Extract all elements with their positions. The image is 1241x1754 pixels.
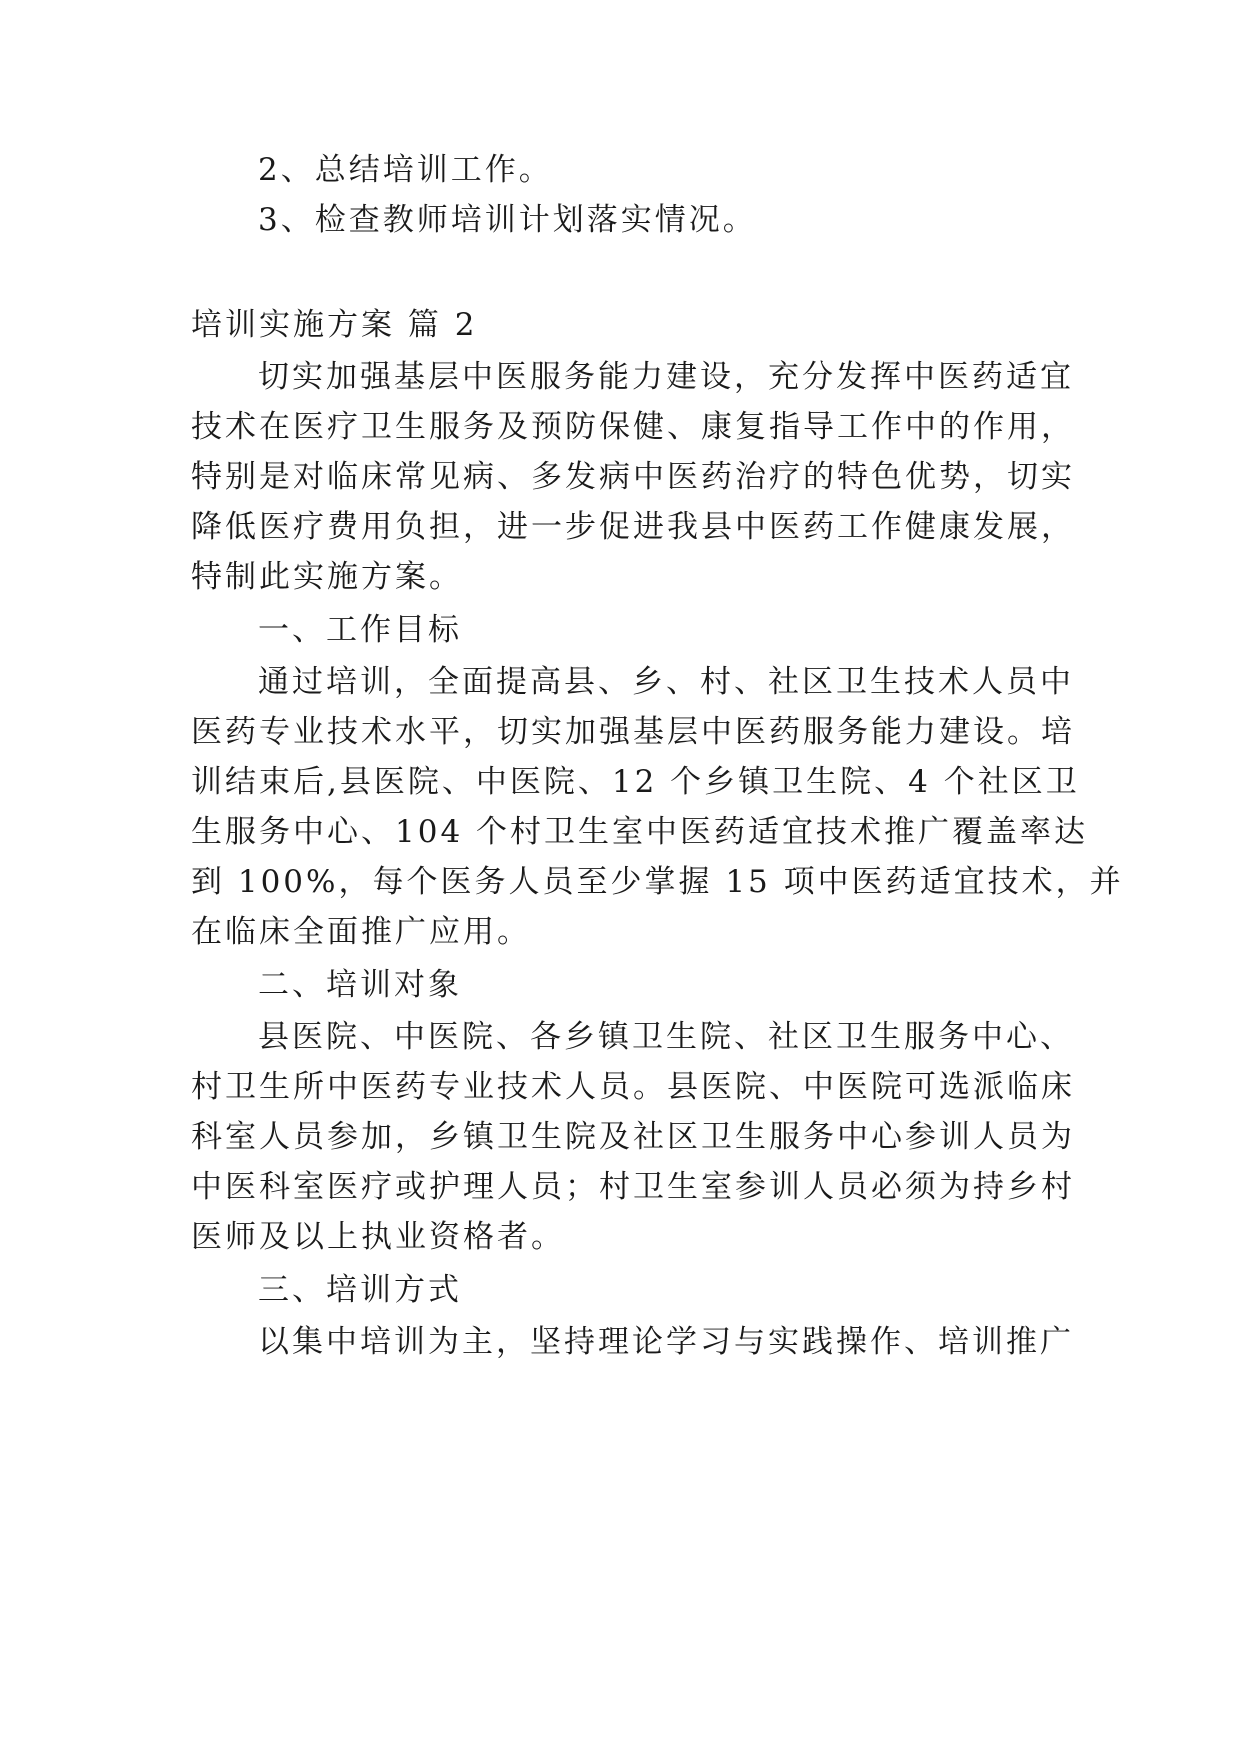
target-line-3: 科室人员参加，乡镇卫生院及社区卫生服务中心参训人员为: [191, 1119, 1075, 1155]
goal-line-3: 训结束后,县医院、中医院、12 个乡镇卫生院、4 个社区卫: [191, 764, 1080, 800]
heading-training-target: 二、培训对象: [258, 967, 462, 1003]
intro-line-2: 技术在医疗卫生服务及预防保健、康复指导工作中的作用，: [191, 409, 1075, 445]
goal-line-6: 在临床全面推广应用。: [191, 914, 531, 950]
intro-line-5: 特制此实施方案。: [191, 559, 463, 595]
intro-line-1: 切实加强基层中医服务能力建设，充分发挥中医药适宜: [258, 359, 1074, 395]
target-line-2: 村卫生所中医药专业技术人员。县医院、中医院可选派临床: [191, 1069, 1075, 1105]
intro-line-3: 特别是对临床常见病、多发病中医药治疗的特色优势，切实: [191, 459, 1075, 495]
intro-line-4: 降低医疗费用负担，进一步促进我县中医药工作健康发展，: [191, 509, 1075, 545]
heading-training-method: 三、培训方式: [258, 1272, 462, 1308]
goal-line-5: 到 100%，每个医务人员至少掌握 15 项中医药适宜技术，并: [191, 864, 1124, 900]
target-line-1: 县医院、中医院、各乡镇卫生院、社区卫生服务中心、: [258, 1019, 1074, 1055]
goal-line-2: 医药专业技术水平，切实加强基层中医药服务能力建设。培: [191, 714, 1075, 750]
section-title: 培训实施方案 篇 2: [191, 307, 478, 343]
target-line-4: 中医科室医疗或护理人员；村卫生室参训人员必须为持乡村: [191, 1169, 1075, 1205]
heading-work-goal: 一、工作目标: [258, 612, 462, 648]
list-item-3: 3、检查教师培训计划落实情况。: [258, 202, 757, 238]
method-line-1: 以集中培训为主，坚持理论学习与实践操作、培训推广: [258, 1324, 1074, 1360]
target-line-5: 医师及以上执业资格者。: [191, 1219, 565, 1255]
list-item-2: 2、总结培训工作。: [258, 152, 553, 188]
goal-line-4: 生服务中心、104 个村卫生室中医药适宜技术推广覆盖率达: [191, 814, 1089, 850]
goal-line-1: 通过培训，全面提高县、乡、村、社区卫生技术人员中: [258, 664, 1074, 700]
